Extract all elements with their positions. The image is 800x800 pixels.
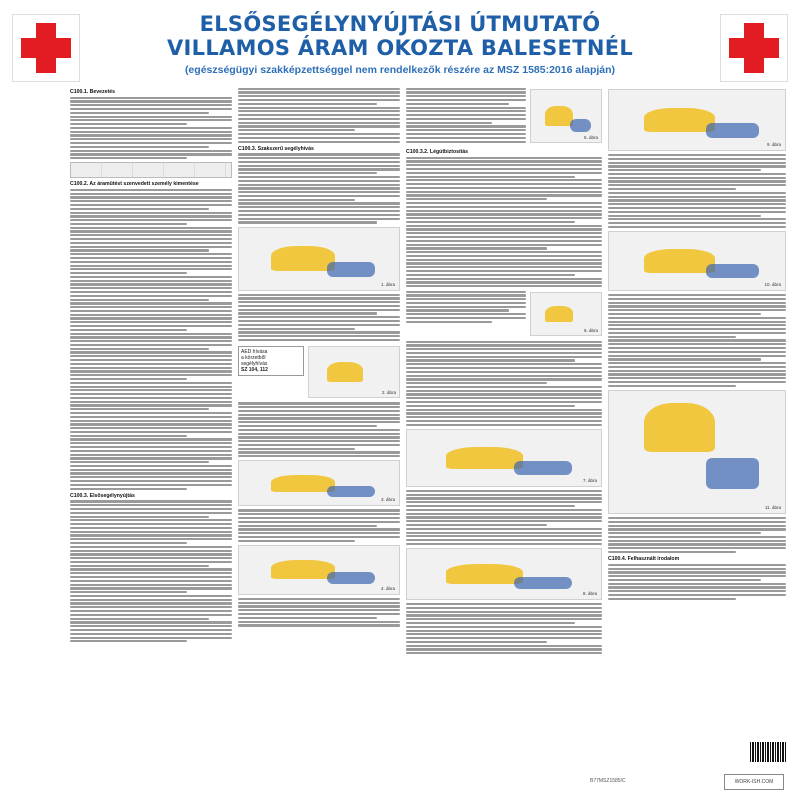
title-line-2: VILLAMOS ÁRAM OKOZTA BALESETNÉL [166, 36, 634, 60]
illustration [238, 545, 400, 595]
figure-caption: 9. ábra [766, 142, 781, 147]
figure-caption: 11. ábra [764, 504, 781, 510]
title-block [90, 12, 710, 76]
column-2 [238, 86, 400, 736]
section-heading: C100.2. Az áramütést szenvedett személy kimentése [70, 181, 199, 188]
figure-caption: 1. ábra [380, 281, 395, 287]
section-heading: C100.3. Elsősegélynyújtás [70, 492, 135, 499]
illustration [530, 89, 602, 143]
figure-caption: 8. ábra [582, 591, 597, 597]
aed-number: SZ 104, 112 [241, 366, 268, 373]
barcode-icon [750, 742, 786, 762]
section-heading: C100.3.2. Légútbiztosítás [406, 149, 468, 155]
figure-caption: 6. ábra [583, 327, 598, 333]
red-cross-icon [12, 14, 80, 82]
illustration [530, 292, 602, 336]
content-columns [70, 86, 786, 736]
publisher-logo: WORK-ISH.COM [724, 774, 784, 790]
figure-caption: 3. ábra [380, 497, 395, 503]
red-cross-icon [720, 14, 788, 82]
illustration [608, 231, 786, 291]
section-heading: C100.1. Bevezetés [70, 89, 115, 95]
section-heading: C100.4. Felhasznált irodalom [608, 556, 680, 563]
figure-caption: 2. ábra [381, 389, 396, 395]
figure-caption: 10. ábra [764, 282, 781, 288]
illustration [406, 548, 602, 600]
illustration [308, 346, 400, 398]
document-code: B77MSZ1585/C [590, 778, 626, 784]
illustration [406, 429, 602, 487]
column-1 [70, 86, 232, 736]
section-heading: C100.3. Szakszerű segélyhívás [238, 145, 314, 152]
illustration [238, 227, 400, 291]
illustration [238, 460, 400, 506]
aed-label-1: AED hívása [241, 348, 268, 355]
data-table [70, 162, 232, 178]
figure-caption: 7. ábra [582, 477, 597, 483]
column-4 [608, 86, 786, 736]
aed-label-2: a körzetből [241, 354, 266, 361]
header [0, 4, 800, 96]
aed-label-3: segélyhívás [241, 360, 268, 367]
illustration [608, 390, 786, 514]
figure-caption: 5. ábra [583, 135, 598, 140]
illustration [608, 89, 786, 151]
aed-sign [238, 346, 304, 376]
column-3 [406, 86, 602, 736]
title-line-1: ELSŐSEGÉLYNYÚJTÁSI ÚTMUTATÓ [199, 12, 601, 36]
subtitle: (egészségügyi szakképzettséggel nem rendelkezők részére az MSZ 1585:2016 alapján) [184, 64, 616, 76]
figure-caption: 4. ábra [380, 585, 395, 591]
